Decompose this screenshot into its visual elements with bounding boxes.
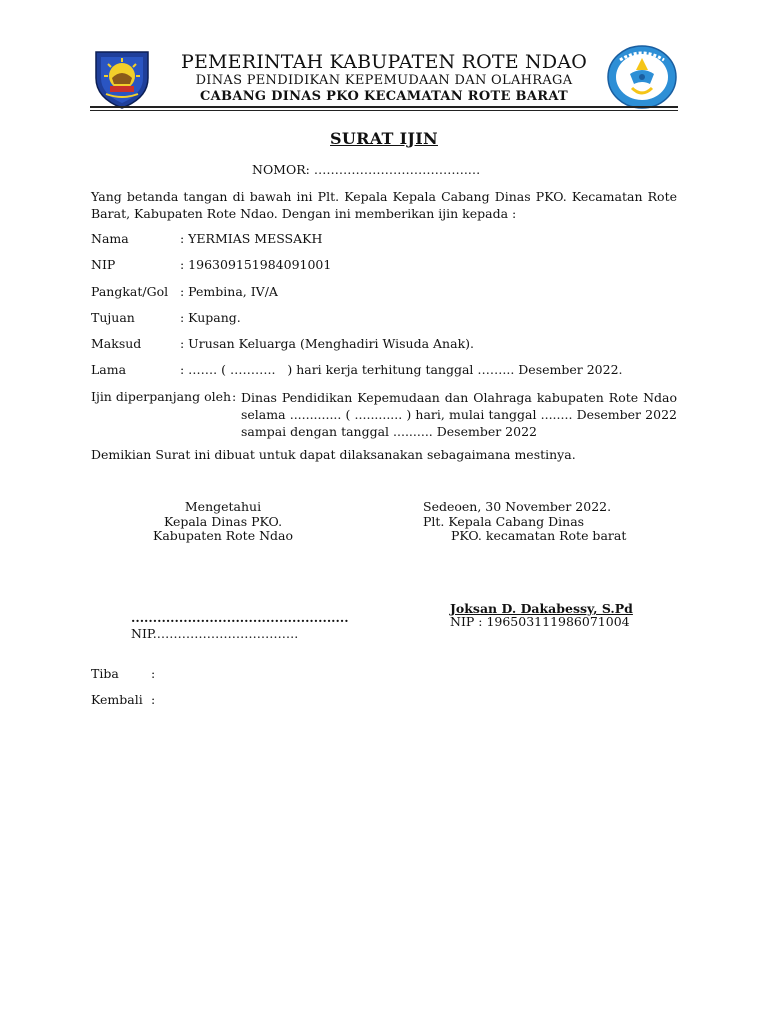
sig-left-name-blank: .................................................. bbox=[131, 610, 349, 625]
sig-left-acknowledged: Mengetahui bbox=[184, 499, 262, 514]
document-title-text: SURAT IJIN bbox=[330, 129, 438, 148]
field-value-nama: : YERMIAS MESSAKH bbox=[180, 231, 323, 246]
field-label-nama: Nama bbox=[91, 231, 129, 246]
sig-right-name: Joksan D. Dakabessy, S.Pd bbox=[450, 601, 633, 616]
sig-left-nip: NIP.……………………………. bbox=[131, 626, 299, 641]
sig-right-office: PKO. kecamatan Rote barat bbox=[451, 528, 627, 543]
field-label-tujuan: Tujuan bbox=[91, 310, 135, 325]
field-value-lama: : ……. ( ……….. ) hari kerja terhitung tanggal ……... Desember 2022. bbox=[180, 362, 623, 377]
sig-left-position: Kepala Dinas PKO. bbox=[163, 514, 283, 529]
return-label: Kembali bbox=[91, 692, 143, 707]
sig-right-nip: NIP : 196503111986071004 bbox=[450, 614, 630, 629]
field-label-maksud: Maksud bbox=[91, 336, 142, 351]
arrival-colon: : bbox=[151, 666, 156, 681]
letterhead-government: PEMERINTAH KABUPATEN ROTE NDAO bbox=[180, 51, 588, 73]
field-value-maksud: : Urusan Keluarga (Menghadiri Wisuda Anak). bbox=[180, 336, 474, 351]
field-label-lama: Lama bbox=[91, 362, 127, 377]
return-colon: : bbox=[151, 692, 156, 707]
letterhead-branch-office: CABANG DINAS PKO KECAMATAN ROTE BARAT bbox=[200, 89, 568, 104]
extension-colon: : bbox=[232, 389, 237, 404]
closing-statement: Demikian Surat ini dibuat untuk dapat dilaksanakan sebagaimana mestinya. bbox=[91, 447, 576, 462]
letterhead-thick-divider bbox=[90, 106, 678, 108]
field-value-nip: : 196309151984091001 bbox=[180, 257, 332, 272]
field-value-pangkat: : Pembina, IV/A bbox=[180, 284, 278, 299]
field-label-nip: NIP bbox=[91, 257, 116, 272]
intro-paragraph: Yang betanda tangan di bawah ini Plt. Kepala Kepala Cabang Dinas PKO. Kecamatan Rote Barat, Kabupaten Rote Ndao. Dengan ini memberikan ijin kepada : bbox=[91, 189, 677, 221]
extension-text: Dinas Pendidikan Kepemudaan dan Olahraga kabupaten Rote Ndao selama ............. ( ............ ) hari, mulai tanggal ........ Desember 2022 sampai dengan tanggal .......... Desember 2022 bbox=[241, 390, 677, 439]
arrival-label: Tiba bbox=[91, 666, 119, 681]
letterhead-thin-divider bbox=[90, 110, 678, 111]
sig-left-regency: Kabupaten Rote Ndao bbox=[153, 528, 293, 543]
extension-label: Ijin diperpanjang oleh bbox=[91, 389, 232, 404]
tut-wuri-handayani-logo bbox=[606, 44, 678, 110]
sig-right-place-date: Sedeoen, 30 November 2022. bbox=[423, 499, 612, 514]
regency-coat-of-arms-logo bbox=[92, 48, 152, 110]
letterhead-department: DINAS PENDIDIKAN KEPEMUDAAN DAN OLAHRAGA bbox=[195, 73, 573, 88]
field-label-pangkat: Pangkat/Gol bbox=[91, 284, 169, 299]
document-number: NOMOR: ……………………………….… bbox=[252, 162, 481, 177]
sig-right-position: Plt. Kepala Cabang Dinas bbox=[423, 514, 585, 529]
field-value-tujuan: : Kupang. bbox=[180, 310, 241, 325]
document-title bbox=[0, 129, 768, 148]
